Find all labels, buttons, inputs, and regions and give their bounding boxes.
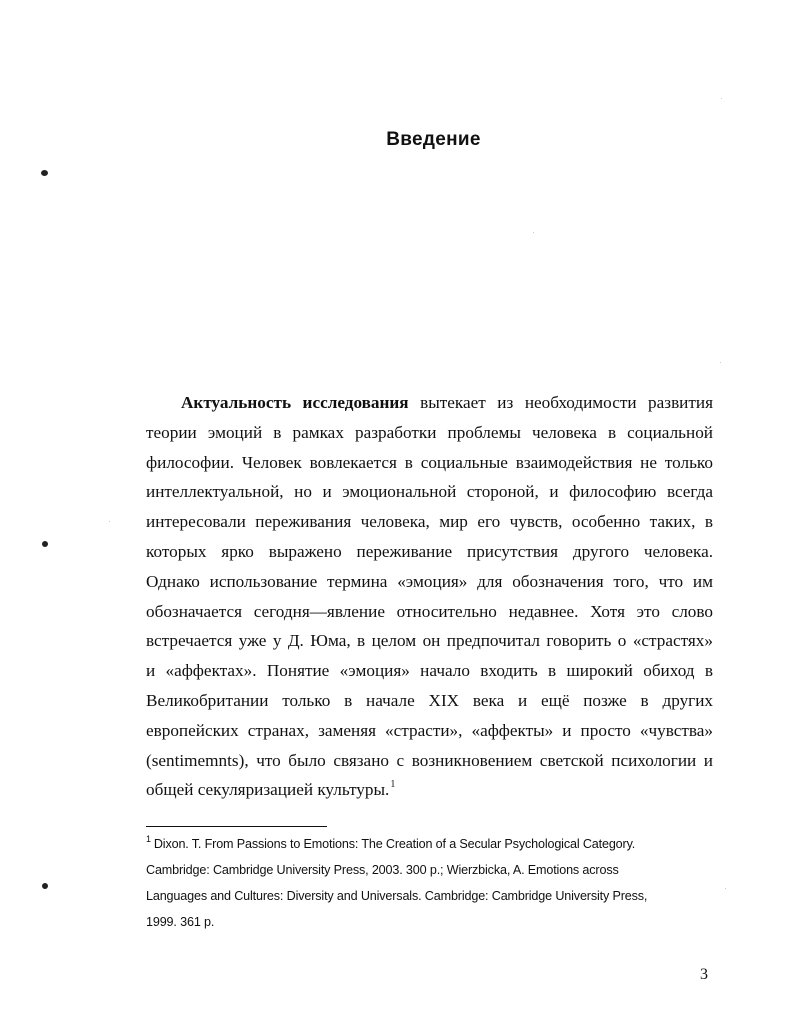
paragraph-line: Однако использование термина «эмоция» для обозначения того, что им (146, 571, 713, 591)
footnote-line: Cambridge: Cambridge University Press, 2003. 300 p.; Wierzbicka, A. Emotions across (146, 863, 619, 877)
page-title: Введение (386, 129, 481, 150)
paragraph-line: и «аффектах». Понятие «эмоция» начало входить в широкий обиход в (146, 661, 713, 681)
page-number: 3 (700, 966, 708, 983)
footnote (146, 831, 711, 935)
footnote-line (146, 831, 711, 857)
scan-mark (42, 883, 48, 889)
paragraph-line: европейских странах, заменяя «страсти», «аффекты» и просто «чувства» (146, 720, 713, 740)
body-paragraph (146, 388, 713, 805)
paragraph-line: интеллектуальной, но и эмоциональной стороной, и философию всегда (146, 482, 713, 502)
scan-speck (720, 362, 721, 363)
scan-mark (42, 541, 48, 547)
bold-lead-text: Актуальность исследования (181, 393, 409, 412)
paragraph-line: которых ярко выражено переживание присутствия другого человека. (146, 541, 713, 561)
paragraph-line: обозначается сегодня—явление относительно недавнее. Хотя это слово (146, 601, 713, 621)
scan-speck (533, 232, 534, 233)
paragraph-line-text: общей секуляризацией культуры. (146, 780, 390, 800)
scan-mark (41, 170, 48, 176)
scan-speck (725, 888, 726, 889)
paragraph-line: встречается уже у Д. Юма, в целом он предпочитал говорить о «страстях» (146, 631, 713, 651)
footnote-line: 1999. 361 p. (146, 915, 215, 929)
footnote-line-text: Dixon. T. From Passions to Emotions: The Creation of a Secular Psychological Category. (153, 837, 636, 851)
paragraph-line (146, 388, 713, 418)
paragraph-line-text: вытекает из необходимости развития (408, 393, 713, 412)
footnote-separator (146, 826, 327, 827)
paragraph-line: (sentimemnts), что было связано с возникновением светской психологии и (146, 750, 713, 770)
paragraph-line: философии. Человек вовлекается в социальные взаимодействия не только (146, 452, 713, 472)
footnote-line: Languages and Cultures: Diversity and Universals. Cambridge: Cambridge University Press, (146, 889, 648, 903)
paragraph-line: Великобритании только в начале XIX века и ещё позже в других (146, 690, 713, 710)
paragraph-line: интересовали переживания человека, мир его чувств, особенно таких, в (146, 512, 713, 532)
footnote-marker: 1 (146, 834, 151, 844)
scan-speck (721, 98, 722, 99)
paragraph-line: теории эмоций в рамках разработки проблемы человека в социальной (146, 422, 713, 442)
paragraph-line (146, 775, 713, 805)
footnote-reference: 1 (390, 779, 396, 791)
scan-speck (109, 521, 110, 522)
